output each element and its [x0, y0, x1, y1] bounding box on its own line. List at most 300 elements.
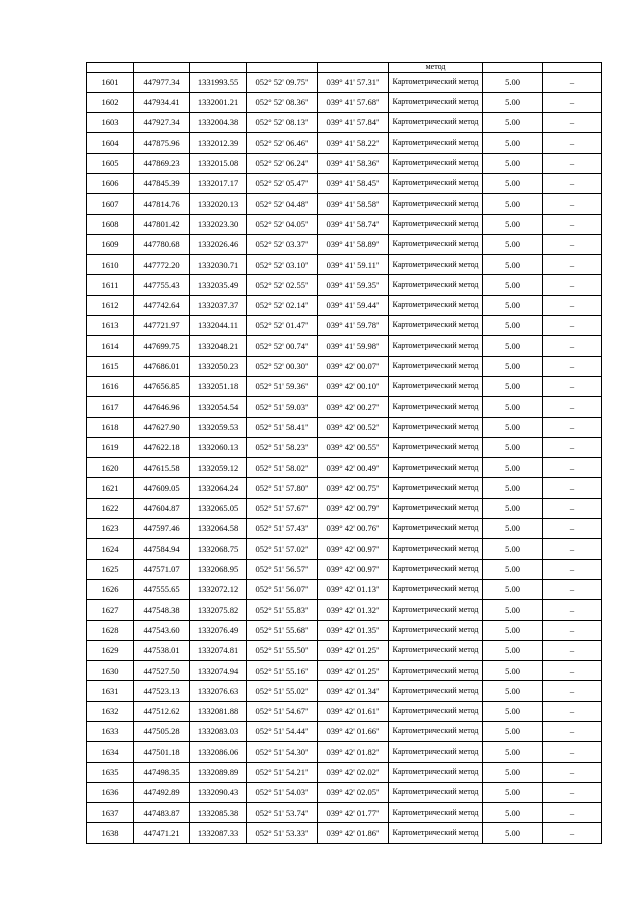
point-number-cell: 1621 — [87, 478, 134, 498]
longitude-cell: 039° 42' 01.32" — [318, 600, 389, 620]
x-coordinate-cell: 447571.07 — [134, 559, 190, 579]
point-number-cell: 1635 — [87, 762, 134, 782]
table-cell — [483, 63, 543, 73]
accuracy-cell: 5.00 — [483, 72, 543, 92]
table-row — [87, 803, 602, 823]
accuracy-cell: 5.00 — [483, 722, 543, 742]
accuracy-cell: 5.00 — [483, 823, 543, 843]
table-row — [87, 579, 602, 599]
accuracy-cell: 5.00 — [483, 640, 543, 660]
point-number-cell: 1613 — [87, 316, 134, 336]
method-cell: Картометрический метод — [389, 600, 483, 620]
latitude-cell: 052° 51' 58.23" — [247, 437, 318, 457]
y-coordinate-cell: 1332076.63 — [190, 681, 247, 701]
longitude-cell: 039° 42' 01.77" — [318, 803, 389, 823]
latitude-cell: 052° 51' 54.44" — [247, 722, 318, 742]
x-coordinate-cell: 447814.76 — [134, 194, 190, 214]
latitude-cell: 052° 52' 04.05" — [247, 214, 318, 234]
table-row — [87, 356, 602, 376]
table-cell — [190, 63, 247, 73]
y-coordinate-cell: 1332064.24 — [190, 478, 247, 498]
point-number-cell: 1603 — [87, 113, 134, 133]
latitude-cell: 052° 51' 57.67" — [247, 498, 318, 518]
point-number-cell: 1607 — [87, 194, 134, 214]
latitude-cell: 052° 51' 57.02" — [247, 539, 318, 559]
table-row — [87, 234, 602, 254]
note-cell: – — [543, 458, 602, 478]
method-cell: Картометрический метод — [389, 762, 483, 782]
x-coordinate-cell: 447934.41 — [134, 92, 190, 112]
table-row — [87, 519, 602, 539]
x-coordinate-cell: 447584.94 — [134, 539, 190, 559]
method-cell: Картометрический метод — [389, 173, 483, 193]
note-cell: – — [543, 519, 602, 539]
x-coordinate-cell: 447627.90 — [134, 417, 190, 437]
longitude-cell: 039° 42' 00.27" — [318, 397, 389, 417]
method-cell: Картометрический метод — [389, 722, 483, 742]
method-cell: Картометрический метод — [389, 803, 483, 823]
point-number-cell: 1620 — [87, 458, 134, 478]
note-cell: – — [543, 255, 602, 275]
point-number-cell: 1612 — [87, 295, 134, 315]
y-coordinate-cell: 1332059.53 — [190, 417, 247, 437]
table-row — [87, 478, 602, 498]
table-row — [87, 133, 602, 153]
note-cell: – — [543, 742, 602, 762]
method-cell: Картометрический метод — [389, 194, 483, 214]
table-row — [87, 539, 602, 559]
method-cell: Картометрический метод — [389, 782, 483, 802]
x-coordinate-cell: 447772.20 — [134, 255, 190, 275]
longitude-cell: 039° 42' 01.86" — [318, 823, 389, 843]
y-coordinate-cell: 1332001.21 — [190, 92, 247, 112]
table-row — [87, 72, 602, 92]
note-cell: – — [543, 194, 602, 214]
longitude-cell: 039° 42' 00.79" — [318, 498, 389, 518]
method-cell: Картометрический метод — [389, 539, 483, 559]
y-coordinate-cell: 1332017.17 — [190, 173, 247, 193]
y-coordinate-cell: 1332074.81 — [190, 640, 247, 660]
x-coordinate-cell: 447755.43 — [134, 275, 190, 295]
x-coordinate-cell: 447656.85 — [134, 376, 190, 396]
note-cell: – — [543, 417, 602, 437]
point-number-cell: 1637 — [87, 803, 134, 823]
longitude-cell: 039° 42' 01.13" — [318, 579, 389, 599]
point-number-cell: 1630 — [87, 661, 134, 681]
y-coordinate-cell: 1332054.54 — [190, 397, 247, 417]
note-cell: – — [543, 376, 602, 396]
table-row — [87, 640, 602, 660]
note-cell: – — [543, 539, 602, 559]
longitude-cell: 039° 41' 58.22" — [318, 133, 389, 153]
table-row — [87, 722, 602, 742]
accuracy-cell: 5.00 — [483, 417, 543, 437]
y-coordinate-cell: 1332074.94 — [190, 661, 247, 681]
y-coordinate-cell: 1332076.49 — [190, 620, 247, 640]
latitude-cell: 052° 51' 59.03" — [247, 397, 318, 417]
latitude-cell: 052° 51' 56.07" — [247, 579, 318, 599]
accuracy-cell: 5.00 — [483, 519, 543, 539]
accuracy-cell: 5.00 — [483, 681, 543, 701]
longitude-cell: 039° 41' 59.44" — [318, 295, 389, 315]
y-coordinate-cell: 1332050.23 — [190, 356, 247, 376]
method-cell: Картометрический метод — [389, 356, 483, 376]
method-cell: Картометрический метод — [389, 437, 483, 457]
coordinates-table-body — [87, 63, 602, 844]
x-coordinate-cell: 447845.39 — [134, 173, 190, 193]
method-cell: Картометрический метод — [389, 72, 483, 92]
accuracy-cell: 5.00 — [483, 397, 543, 417]
latitude-cell: 052° 51' 54.30" — [247, 742, 318, 762]
y-coordinate-cell: 1332020.13 — [190, 194, 247, 214]
longitude-cell: 039° 42' 00.10" — [318, 376, 389, 396]
note-cell: – — [543, 133, 602, 153]
table-row — [87, 600, 602, 620]
point-number-cell: 1609 — [87, 234, 134, 254]
y-coordinate-cell: 1332072.12 — [190, 579, 247, 599]
latitude-cell: 052° 51' 53.33" — [247, 823, 318, 843]
note-cell: – — [543, 661, 602, 681]
point-number-cell: 1625 — [87, 559, 134, 579]
longitude-cell: 039° 41' 59.98" — [318, 336, 389, 356]
table-row — [87, 336, 602, 356]
x-coordinate-cell: 447609.05 — [134, 478, 190, 498]
x-coordinate-cell: 447492.89 — [134, 782, 190, 802]
x-coordinate-cell: 447742.64 — [134, 295, 190, 315]
method-cell: Картометрический метод — [389, 295, 483, 315]
note-cell: – — [543, 72, 602, 92]
x-coordinate-cell: 447538.01 — [134, 640, 190, 660]
note-cell: – — [543, 620, 602, 640]
table-row — [87, 559, 602, 579]
latitude-cell: 052° 52' 03.37" — [247, 234, 318, 254]
y-coordinate-cell: 1332026.46 — [190, 234, 247, 254]
y-coordinate-cell: 1332090.43 — [190, 782, 247, 802]
table-row — [87, 823, 602, 843]
point-number-cell: 1601 — [87, 72, 134, 92]
y-coordinate-cell: 1332048.21 — [190, 336, 247, 356]
longitude-cell: 039° 42' 02.05" — [318, 782, 389, 802]
accuracy-cell: 5.00 — [483, 803, 543, 823]
point-number-cell: 1618 — [87, 417, 134, 437]
accuracy-cell: 5.00 — [483, 336, 543, 356]
y-coordinate-cell: 1332044.11 — [190, 316, 247, 336]
method-cell: Картометрический метод — [389, 133, 483, 153]
note-cell: – — [543, 295, 602, 315]
table-row — [87, 316, 602, 336]
x-coordinate-cell: 447471.21 — [134, 823, 190, 843]
note-cell: – — [543, 113, 602, 133]
table-row — [87, 173, 602, 193]
method-cell: Картометрический метод — [389, 92, 483, 112]
y-coordinate-cell: 1332083.03 — [190, 722, 247, 742]
latitude-cell: 052° 52' 03.10" — [247, 255, 318, 275]
x-coordinate-cell: 447548.38 — [134, 600, 190, 620]
table-row — [87, 681, 602, 701]
note-cell: – — [543, 356, 602, 376]
note-cell: – — [543, 559, 602, 579]
longitude-cell: 039° 42' 01.66" — [318, 722, 389, 742]
y-coordinate-cell: 1332089.89 — [190, 762, 247, 782]
longitude-cell: 039° 41' 57.84" — [318, 113, 389, 133]
x-coordinate-cell: 447597.46 — [134, 519, 190, 539]
table-row — [87, 701, 602, 721]
longitude-cell: 039° 41' 58.45" — [318, 173, 389, 193]
x-coordinate-cell: 447512.62 — [134, 701, 190, 721]
coordinates-table — [86, 62, 602, 844]
latitude-cell: 052° 51' 57.43" — [247, 519, 318, 539]
accuracy-cell: 5.00 — [483, 234, 543, 254]
accuracy-cell: 5.00 — [483, 153, 543, 173]
accuracy-cell: 5.00 — [483, 316, 543, 336]
accuracy-cell: 5.00 — [483, 762, 543, 782]
latitude-cell: 052° 51' 55.16" — [247, 661, 318, 681]
accuracy-cell: 5.00 — [483, 113, 543, 133]
table-row — [87, 275, 602, 295]
method-cell: Картометрический метод — [389, 397, 483, 417]
table-cell — [134, 63, 190, 73]
note-cell: – — [543, 173, 602, 193]
x-coordinate-cell: 447875.96 — [134, 133, 190, 153]
x-coordinate-cell: 447615.58 — [134, 458, 190, 478]
method-cell: Картометрический метод — [389, 681, 483, 701]
x-coordinate-cell: 447498.35 — [134, 762, 190, 782]
longitude-cell: 039° 41' 57.68" — [318, 92, 389, 112]
longitude-cell: 039° 42' 01.35" — [318, 620, 389, 640]
method-cell: Картометрический метод — [389, 498, 483, 518]
point-number-cell: 1631 — [87, 681, 134, 701]
method-cell: Картометрический метод — [389, 661, 483, 681]
accuracy-cell: 5.00 — [483, 620, 543, 640]
accuracy-cell: 5.00 — [483, 600, 543, 620]
y-coordinate-cell: 1332075.82 — [190, 600, 247, 620]
accuracy-cell: 5.00 — [483, 661, 543, 681]
x-coordinate-cell: 447505.28 — [134, 722, 190, 742]
y-coordinate-cell: 1332015.08 — [190, 153, 247, 173]
table-row — [87, 153, 602, 173]
y-coordinate-cell: 1332068.75 — [190, 539, 247, 559]
note-cell: – — [543, 234, 602, 254]
y-coordinate-cell: 1332012.39 — [190, 133, 247, 153]
note-cell: – — [543, 316, 602, 336]
latitude-cell: 052° 52' 06.46" — [247, 133, 318, 153]
point-number-cell: 1633 — [87, 722, 134, 742]
latitude-cell: 052° 52' 05.47" — [247, 173, 318, 193]
note-cell: – — [543, 478, 602, 498]
table-row — [87, 92, 602, 112]
point-number-cell: 1617 — [87, 397, 134, 417]
point-number-cell: 1623 — [87, 519, 134, 539]
point-number-cell: 1629 — [87, 640, 134, 660]
point-number-cell: 1636 — [87, 782, 134, 802]
x-coordinate-cell: 447527.50 — [134, 661, 190, 681]
longitude-cell: 039° 41' 59.35" — [318, 275, 389, 295]
latitude-cell: 052° 52' 08.36" — [247, 92, 318, 112]
latitude-cell: 052° 51' 55.83" — [247, 600, 318, 620]
table-row — [87, 255, 602, 275]
y-coordinate-cell: 1332004.38 — [190, 113, 247, 133]
x-coordinate-cell: 447721.97 — [134, 316, 190, 336]
point-number-cell: 1608 — [87, 214, 134, 234]
y-coordinate-cell: 1332065.05 — [190, 498, 247, 518]
table-cell — [543, 63, 602, 73]
table-row — [87, 762, 602, 782]
longitude-cell: 039° 41' 58.89" — [318, 234, 389, 254]
latitude-cell: 052° 51' 58.02" — [247, 458, 318, 478]
note-cell: – — [543, 782, 602, 802]
accuracy-cell: 5.00 — [483, 173, 543, 193]
longitude-cell: 039° 41' 58.74" — [318, 214, 389, 234]
latitude-cell: 052° 51' 53.74" — [247, 803, 318, 823]
latitude-cell: 052° 52' 02.14" — [247, 295, 318, 315]
note-cell: – — [543, 823, 602, 843]
accuracy-cell: 5.00 — [483, 782, 543, 802]
longitude-cell: 039° 41' 58.58" — [318, 194, 389, 214]
point-number-cell: 1627 — [87, 600, 134, 620]
longitude-cell: 039° 42' 00.07" — [318, 356, 389, 376]
accuracy-cell: 5.00 — [483, 376, 543, 396]
point-number-cell: 1606 — [87, 173, 134, 193]
table-cell — [247, 63, 318, 73]
y-coordinate-cell: 1332030.71 — [190, 255, 247, 275]
longitude-cell: 039° 42' 01.25" — [318, 640, 389, 660]
table-row — [87, 376, 602, 396]
note-cell: – — [543, 275, 602, 295]
longitude-cell: 039° 41' 58.36" — [318, 153, 389, 173]
x-coordinate-cell: 447977.34 — [134, 72, 190, 92]
point-number-cell: 1622 — [87, 498, 134, 518]
y-coordinate-cell: 1332051.18 — [190, 376, 247, 396]
longitude-cell: 039° 42' 01.82" — [318, 742, 389, 762]
longitude-cell: 039° 42' 01.25" — [318, 661, 389, 681]
accuracy-cell: 5.00 — [483, 255, 543, 275]
latitude-cell: 052° 51' 55.50" — [247, 640, 318, 660]
longitude-cell: 039° 42' 01.34" — [318, 681, 389, 701]
point-number-cell: 1632 — [87, 701, 134, 721]
accuracy-cell: 5.00 — [483, 559, 543, 579]
accuracy-cell: 5.00 — [483, 133, 543, 153]
note-cell: – — [543, 153, 602, 173]
longitude-cell: 039° 42' 00.52" — [318, 417, 389, 437]
latitude-cell: 052° 52' 01.47" — [247, 316, 318, 336]
method-cell: Картометрический метод — [389, 316, 483, 336]
x-coordinate-cell: 447699.75 — [134, 336, 190, 356]
method-cell: Картометрический метод — [389, 234, 483, 254]
note-cell: – — [543, 681, 602, 701]
note-cell: – — [543, 722, 602, 742]
longitude-cell: 039° 42' 00.75" — [318, 478, 389, 498]
note-cell: – — [543, 214, 602, 234]
longitude-cell: 039° 42' 00.97" — [318, 559, 389, 579]
note-cell: – — [543, 437, 602, 457]
note-cell: – — [543, 498, 602, 518]
continued-row — [87, 63, 602, 73]
table-row — [87, 417, 602, 437]
x-coordinate-cell: 447780.68 — [134, 234, 190, 254]
note-cell: – — [543, 640, 602, 660]
latitude-cell: 052° 52' 08.13" — [247, 113, 318, 133]
table-row — [87, 661, 602, 681]
method-cell: Картометрический метод — [389, 336, 483, 356]
accuracy-cell: 5.00 — [483, 275, 543, 295]
latitude-cell: 052° 51' 55.02" — [247, 681, 318, 701]
method-cell: Картометрический метод — [389, 742, 483, 762]
note-cell: – — [543, 397, 602, 417]
latitude-cell: 052° 51' 57.80" — [247, 478, 318, 498]
table-row — [87, 397, 602, 417]
x-coordinate-cell: 447501.18 — [134, 742, 190, 762]
point-number-cell: 1624 — [87, 539, 134, 559]
method-cell: Картометрический метод — [389, 417, 483, 437]
point-number-cell: 1628 — [87, 620, 134, 640]
table-row — [87, 742, 602, 762]
point-number-cell: 1605 — [87, 153, 134, 173]
accuracy-cell: 5.00 — [483, 498, 543, 518]
accuracy-cell: 5.00 — [483, 458, 543, 478]
point-number-cell: 1626 — [87, 579, 134, 599]
note-cell: – — [543, 701, 602, 721]
latitude-cell: 052° 51' 55.68" — [247, 620, 318, 640]
table-row — [87, 498, 602, 518]
accuracy-cell: 5.00 — [483, 478, 543, 498]
accuracy-cell: 5.00 — [483, 194, 543, 214]
latitude-cell: 052° 52' 02.55" — [247, 275, 318, 295]
x-coordinate-cell: 447523.13 — [134, 681, 190, 701]
longitude-cell: 039° 41' 59.11" — [318, 255, 389, 275]
y-coordinate-cell: 1332060.13 — [190, 437, 247, 457]
longitude-cell: 039° 42' 00.55" — [318, 437, 389, 457]
method-cell: Картометрический метод — [389, 113, 483, 133]
method-cell: Картометрический метод — [389, 701, 483, 721]
point-number-cell: 1616 — [87, 376, 134, 396]
method-cell: Картометрический метод — [389, 823, 483, 843]
x-coordinate-cell: 447543.60 — [134, 620, 190, 640]
point-number-cell: 1614 — [87, 336, 134, 356]
x-coordinate-cell: 447686.01 — [134, 356, 190, 376]
latitude-cell: 052° 51' 59.36" — [247, 376, 318, 396]
x-coordinate-cell: 447801.42 — [134, 214, 190, 234]
y-coordinate-cell: 1332037.37 — [190, 295, 247, 315]
accuracy-cell: 5.00 — [483, 437, 543, 457]
method-cell: Картометрический метод — [389, 255, 483, 275]
latitude-cell: 052° 51' 54.67" — [247, 701, 318, 721]
longitude-cell: 039° 42' 01.61" — [318, 701, 389, 721]
latitude-cell: 052° 52' 09.75" — [247, 72, 318, 92]
table-row — [87, 782, 602, 802]
longitude-cell: 039° 42' 00.49" — [318, 458, 389, 478]
longitude-cell: 039° 41' 57.31" — [318, 72, 389, 92]
point-number-cell: 1638 — [87, 823, 134, 843]
point-number-cell: 1634 — [87, 742, 134, 762]
y-coordinate-cell: 1332085.38 — [190, 803, 247, 823]
note-cell: – — [543, 762, 602, 782]
note-cell: – — [543, 803, 602, 823]
latitude-cell: 052° 52' 04.48" — [247, 194, 318, 214]
y-coordinate-cell: 1332035.49 — [190, 275, 247, 295]
note-cell: – — [543, 579, 602, 599]
method-cell: Картометрический метод — [389, 620, 483, 640]
method-cell: Картометрический метод — [389, 519, 483, 539]
x-coordinate-cell: 447869.23 — [134, 153, 190, 173]
method-cell: метод — [389, 63, 483, 73]
method-cell: Картометрический метод — [389, 153, 483, 173]
table-row — [87, 458, 602, 478]
accuracy-cell: 5.00 — [483, 742, 543, 762]
table-row — [87, 620, 602, 640]
y-coordinate-cell: 1332086.06 — [190, 742, 247, 762]
y-coordinate-cell: 1332068.95 — [190, 559, 247, 579]
accuracy-cell: 5.00 — [483, 539, 543, 559]
